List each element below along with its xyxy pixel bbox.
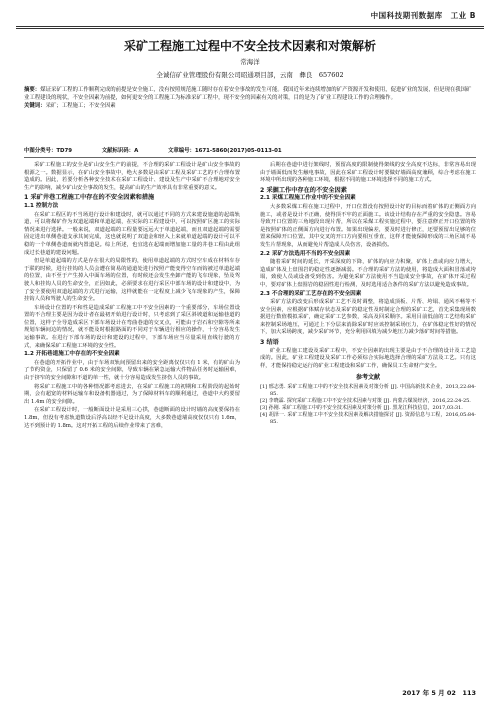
paragraph: 矿业工程施工建设及采矿工程中，不安全因素的出现主要是由于不合理的设计及工艺造成的。因此，矿业工程建设及采矿工作必须综合实际地选择合理的采矿方法及工艺。只有这样，才能保持稳定运行的矿业工程建设和采矿工作，确保员工生命财产安全。 — [260, 347, 476, 369]
page-footer: 2017 年 5 月 02 113 — [402, 689, 476, 697]
intro-paragraph: 采矿工程施工的安全是矿山安全生产的前提，不合理的采矿工程设计是矿山安全事故的根源之一。数据显示，在矿山安全事故中，绝大多数是由采矿工程及采矿工艺的不合理布置造成的。因此，若要分析各种安全技术在采矿工程设计、建设及生产中采矿不合理地对安全生产的影响，减少矿山安全事故的发生，提高矿山的生产效率具有非常重要的意义。 — [24, 162, 240, 191]
paragraph: 在巷道的开拓作业中，由于车场双轨间预留出来的安全距离仅仅只有 1 米，有的矿山为了节约资金，只保留了 0.6 米的安全间隙，导致车辆在紧急运输大件物品任务时运输困难，由于挤窄的安全间隙和不道的单一性，就十分容易造成发生挤伤人员的事故。 — [24, 359, 240, 382]
paragraph: 将采矿工程施工中的各种情况都考虑进去，在采矿工程施工的初期和工程阶段的起始时期，会有超宽的材料运输车和设备机器通过，为了保障材料车的顺利通过，巷道中大约要留出 1.4m 的安全间隙。 — [24, 383, 240, 405]
subsection-heading-2-2: 2.2 采矿方法选用不当的不安全因素 — [260, 250, 351, 257]
journal-header: 中国科技期刊数据库 工业 B — [370, 11, 476, 20]
keywords-label: 关键词： — [24, 103, 46, 109]
section-heading-1: 1 采矿井巷工程施工中存在的不安全因素和措施 — [24, 194, 155, 202]
abstract — [24, 86, 476, 110]
paragraph: 后期在巷道中进行架线时，预留高度的限制使得架线的安全高度不达标，非常容易出现由于墙面低而发生触电事故，因此在采矿工程设计时要做好墙面高度兼顾，综合考虑在施工环境中所出现的各种施工环境，根据不同的施工环境选择不同的施工方式。 — [260, 162, 476, 184]
left-column — [24, 162, 240, 431]
author: 常海洋 — [240, 58, 260, 66]
keywords-text: 采矿；工程施工；不安全因素 — [45, 103, 116, 109]
affiliation: 全诚信矿业管理股份有限公司昭通项目部，云南 彝良 657602 — [156, 71, 344, 79]
section-heading-3: 3 结语 — [260, 339, 279, 347]
section-heading-2: 2 采掘工作中存在的不安全因素 — [260, 186, 347, 194]
paragraph: 随着采矿时间的延长，开采深度的下降，矿体的向应力积聚，矿体上盘或向应力增大，造成矿体及上盘围岩的稳定性逐渐减弱。不合理的采矿方法的使用，将造成大面积冒落或垮塌，致使人员或设备受到伤害。为避免采矿方法使用不当造成安全事故，在矿体开采过程中，要对矿体上盘围岩的稳固性进行检测，及时选用适合条件的采矿方法以避免造成事故。 — [260, 259, 476, 288]
subsection-heading-2-1: 2.1 采煤工程施工作业中的不安全因素 — [260, 195, 356, 202]
article-title: 采矿工程施工过程中不安全技术因素和对策解析 — [123, 39, 376, 53]
abstract-label: 摘要： — [24, 87, 41, 93]
reference-item: [2] 李晓霖. 探究采矿工程施工中不安全技术因素与对策 [J]. 内蒙古煤炭经济，2016,22:24-25. — [260, 398, 471, 405]
references-title: 参考文献 — [355, 374, 380, 382]
doc-code: 文献标识码：A — [101, 148, 139, 154]
abstract-divider — [24, 157, 476, 158]
paragraph: 在采矿工程区的不当场进行设计和建设时，就可以通过不同的方式来建设施道的起端轨道，可以将煤矿作为双道起端和单道起端，在实际的工程建设中，可以按照矿区施工的实际情况来进行选择。一般来说，双道起端的工程量要远远大于单道起端，而且双道起端的需要固定进出单侧巷道支承其间完成，这也就说明了双道金和轻入上来就单道起端的设计可以平稳的一个单侧巷道而就内置道是。综上所述，也宜选在起端而增加施工量的井巷工程由此组成过长巷道的建设问题。 — [24, 211, 240, 256]
reference-item: [1] 邢志勇. 采矿工程施工中的不安全技术因素及对策分析 [J]. 中国高新技术企业，2013,22:84-85. — [260, 384, 476, 398]
subsection-heading-2-3: 2.3 不合理的采矿工艺存在的不安全因素 — [260, 290, 362, 297]
subsection-heading-1-2: 1.2 开拓巷道施工中存在的不安全因素 — [24, 351, 120, 358]
reference-item: [4] 胡泽一. 采矿工程施工中不安全技术因素及解决措施探讨 [J]. 资源信息与工程，2016,05:84-85. — [260, 412, 476, 426]
paragraph: 但是单道起端的方式是存在很大的局限性的，使用单道起端的方式时空车成在材料车存于联的时候，进行挂钩的人员会遭在简易的通道处进行按照产能变得空车而钩被过单道起端的位置，由不至于产生掉入中面车场的位置，有时候还会发生坐卸产能的飞车现象，坠及驾驶人和挂钩人员的生命安全，正因如此，必须要求在进行采区中部车场的设计和建设中，为了安全要使用双道起端的方式进行运输，这样就能在一定程度上减少飞车现象的产生，保障挂钩人员和驾驶人的生命安全。 — [24, 258, 240, 303]
reference-item: [3] 孙刚. 采矿工程施工中的不安全技术因素及对策分析 [J]. 黑龙江科技信息，2017,03:31. — [260, 405, 463, 412]
abstract-text: 煤证采矿工程的工作顺利完成的前提是安全施工，没有按照规范施工随时存在着安全事故的发生可能。我国近年来连续增加的矿产资源开发和使用，促进矿业的发展，但是现在我国矿业工程建设的现状，不安全因素为前提，如何更安全的工程施工为标准采矿工程中，现不安全的因素有关的对策，目的是为了矿业工程建设工作的合理操作。 — [24, 87, 472, 101]
header-rule-thin — [16, 28, 484, 29]
paragraph: 大多数采煤工程在施工过程中，开口位置没有按照设计好的目标而着矿体的正侧面方向施工，或者是设计不正确，使得顶不牢的正面施工。该设计结构存在严重的安全隐患。容易导致开口位置的三角地段出现片帮，所以在采煤工程实施过程中，要注意修正开口位置的终是按照矿体的正侧面方向进行布置。如果出现偏差，要及时进行修正，还要预留出足够的位置来保障开口位置。其中交叉的开口方向要相互垂直，这样才能使保障形成的三角区域不易发生片帮现象，从而避免片帮造成人员伤害，设备损伤。 — [260, 203, 476, 248]
subsection-heading-1-1: 1.1 控制方法 — [24, 202, 59, 209]
clc-number: 中图分类号：TD79 — [24, 148, 72, 154]
paragraph: 采矿方法的改变后形成采矿工艺不及时调整，将造成顶板、片帮、垮塌、通风不畅等不安全因素，应根据矿体赋存状态及采矿的稳定性及时制定合理的采矿工艺，首先采集现场数据进行数值模拟采矿，确定采矿工艺参数，采高及回采顺序。采用目前低前的工艺结构采矿来控制采场地压，可通过上下分层来消除采矿时应该控制采场压力，在矿体稳定性好的情况下，加大采场跨度，减少采矿环节，充分利用回填为减少地压力减少落矿时间等措施。 — [260, 299, 476, 336]
paragraph: 在采矿工程设计时，一般断面设计是采用三心拱，巷道断面的设计时墙的高度要保持在 1.8m，但没有考虑轨道数设后浮高以经不足设计高度，大多数巷道墙高度仅仅只有 1.6m，达不到预计的 1.8m。这对开拓工程的后续作业带来了害难， — [24, 407, 240, 429]
header-rule — [16, 26, 484, 27]
article-number: 文章编号：1671-5860(2017)05-0113-01 — [167, 148, 282, 154]
article-meta — [24, 146, 476, 154]
paragraph: 车场设计位置的不和性是造成采矿工程施工中不安全因素的一个重要部分，车场位置设置的不合理主要是因为设计者在最初开始进行设计时，只考虑到了采区斜坡道和运输巷道的位置，这样子全导造成采区下部车场设计在弯曲巷道的交叉点，可能由于岩石和空隙等所来规划车辆间边的情况，就不能及时根据路面的不同对于车辆进行相应的操作，十分容易发生运输事故。在进行下部车场的设计和建设的过程中，下部车场应当尽量采用直线行驶的方式，来确保采矿工程施工环境的安全性。 — [24, 304, 240, 349]
right-column — [260, 162, 476, 426]
